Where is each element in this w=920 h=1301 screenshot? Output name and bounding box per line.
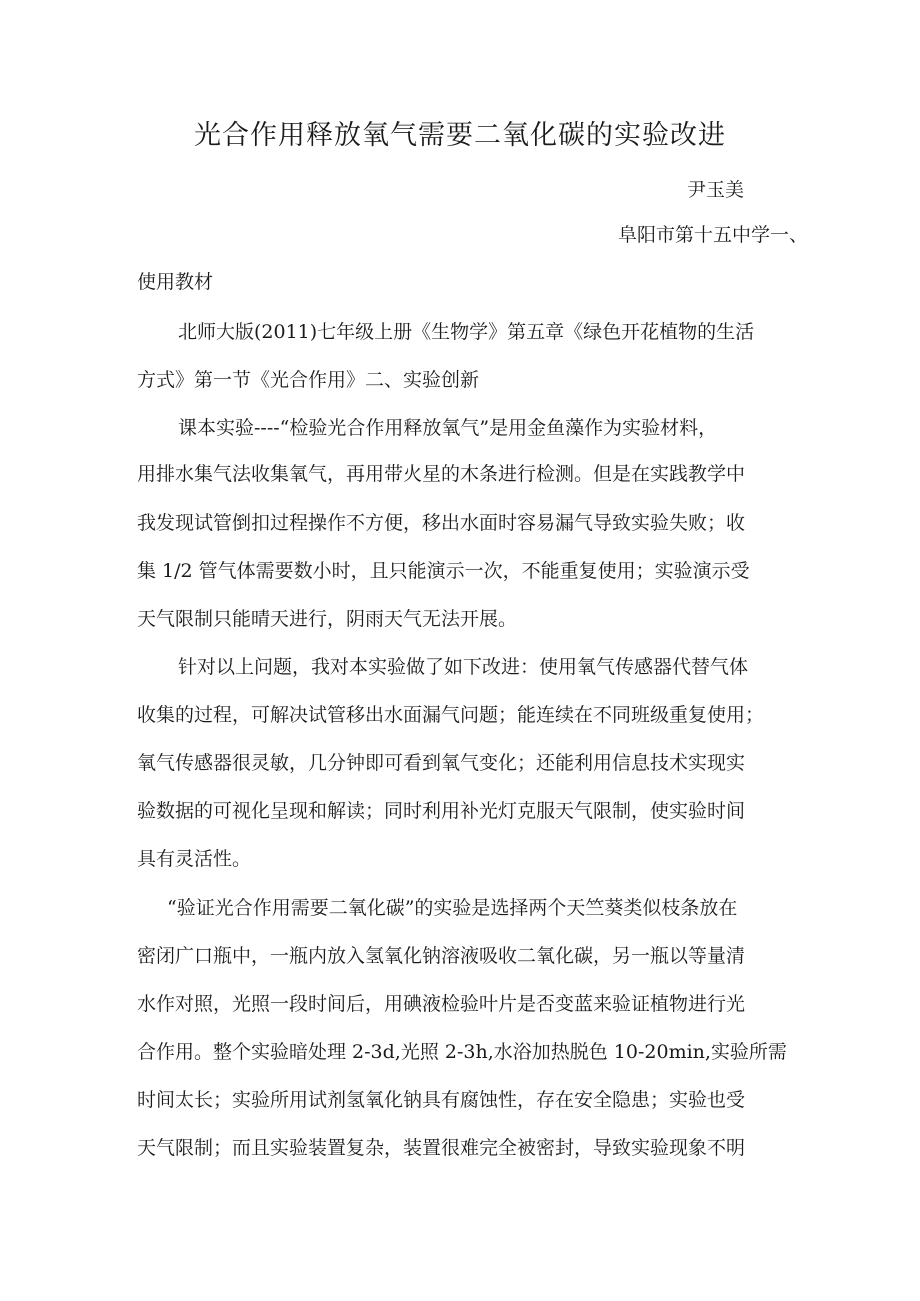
paragraph-3-line: 针对以上问题，我对本实验做了如下改进：使用氧气传感器代替气体 [178,656,749,678]
paragraph-4-line: 水作对照，光照一段时间后，用碘液检验叶片是否变蓝来验证植物进行光 [137,993,746,1015]
paragraph-4-line: 合作用。整个实验暗处理 2-3d,光照 2-3h,水浴加热脱色 10-20min,实验所需 [137,1041,787,1063]
paragraph-4-line: “验证光合作用需要二氧化碳”的实验是选择两个天竺葵类似枝条放在 [167,897,738,919]
paragraph-3-line: 收集的过程，可解决试管移出水面漏气问题；能连续在不同班级重复使用； [137,704,765,726]
paragraph-4-line: 密闭广口瓶中，一瓶内放入氢氧化钠溶液吸收二氧化碳，另一瓶以等量清 [137,945,746,967]
document-title: 光合作用释放氧气需要二氧化碳的实验改进 [194,120,726,151]
paragraph-2-line: 课本实验----“检验光合作用释放氧气”是用金鱼藻作为实验材料， [178,417,718,439]
paragraph-1-line: 方式》第一节《光合作用》二、实验创新 [137,369,480,391]
paragraph-3-line: 氧气传感器很灵敏，几分钟即可看到氧气变化；还能利用信息技术实现实 [137,752,746,774]
paragraph-2-line: 集 1/2 管气体需要数小时，且只能演示一次，不能重复使用；实验演示受 [137,560,750,582]
paragraph-2-line: 用排水集气法收集氧气，再用带火星的木条进行检测。但是在实践教学中 [137,463,746,485]
paragraph-4-line: 时间太长；实验所用试剂氢氧化钠具有腐蚀性，存在安全隐患；实验也受 [137,1089,746,1111]
paragraph-4-line: 天气限制；而且实验装置复杂，装置很难完全被密封，导致实验现象不明 [137,1137,746,1159]
paragraph-2-line: 我发现试管倒扣过程操作不方便，移出水面时容易漏气导致实验失败；收 [137,512,746,534]
author-name: 尹玉美 [686,179,744,201]
paragraph-1-line: 北师大版(2011)七年级上册《生物学》第五章《绿色开花植物的生活 [178,321,755,343]
paragraph-2-line: 天气限制只能晴天进行，阴雨天气无法开展。 [137,608,518,630]
paragraph-3-line: 具有灵活性。 [137,848,252,870]
section-heading: 使用教材 [137,271,214,293]
author-affiliation: 阜阳市第十五中学一、 [617,224,808,246]
paragraph-3-line: 验数据的可视化呈现和解读；同时利用补光灯克服天气限制，使实验时间 [137,800,746,822]
